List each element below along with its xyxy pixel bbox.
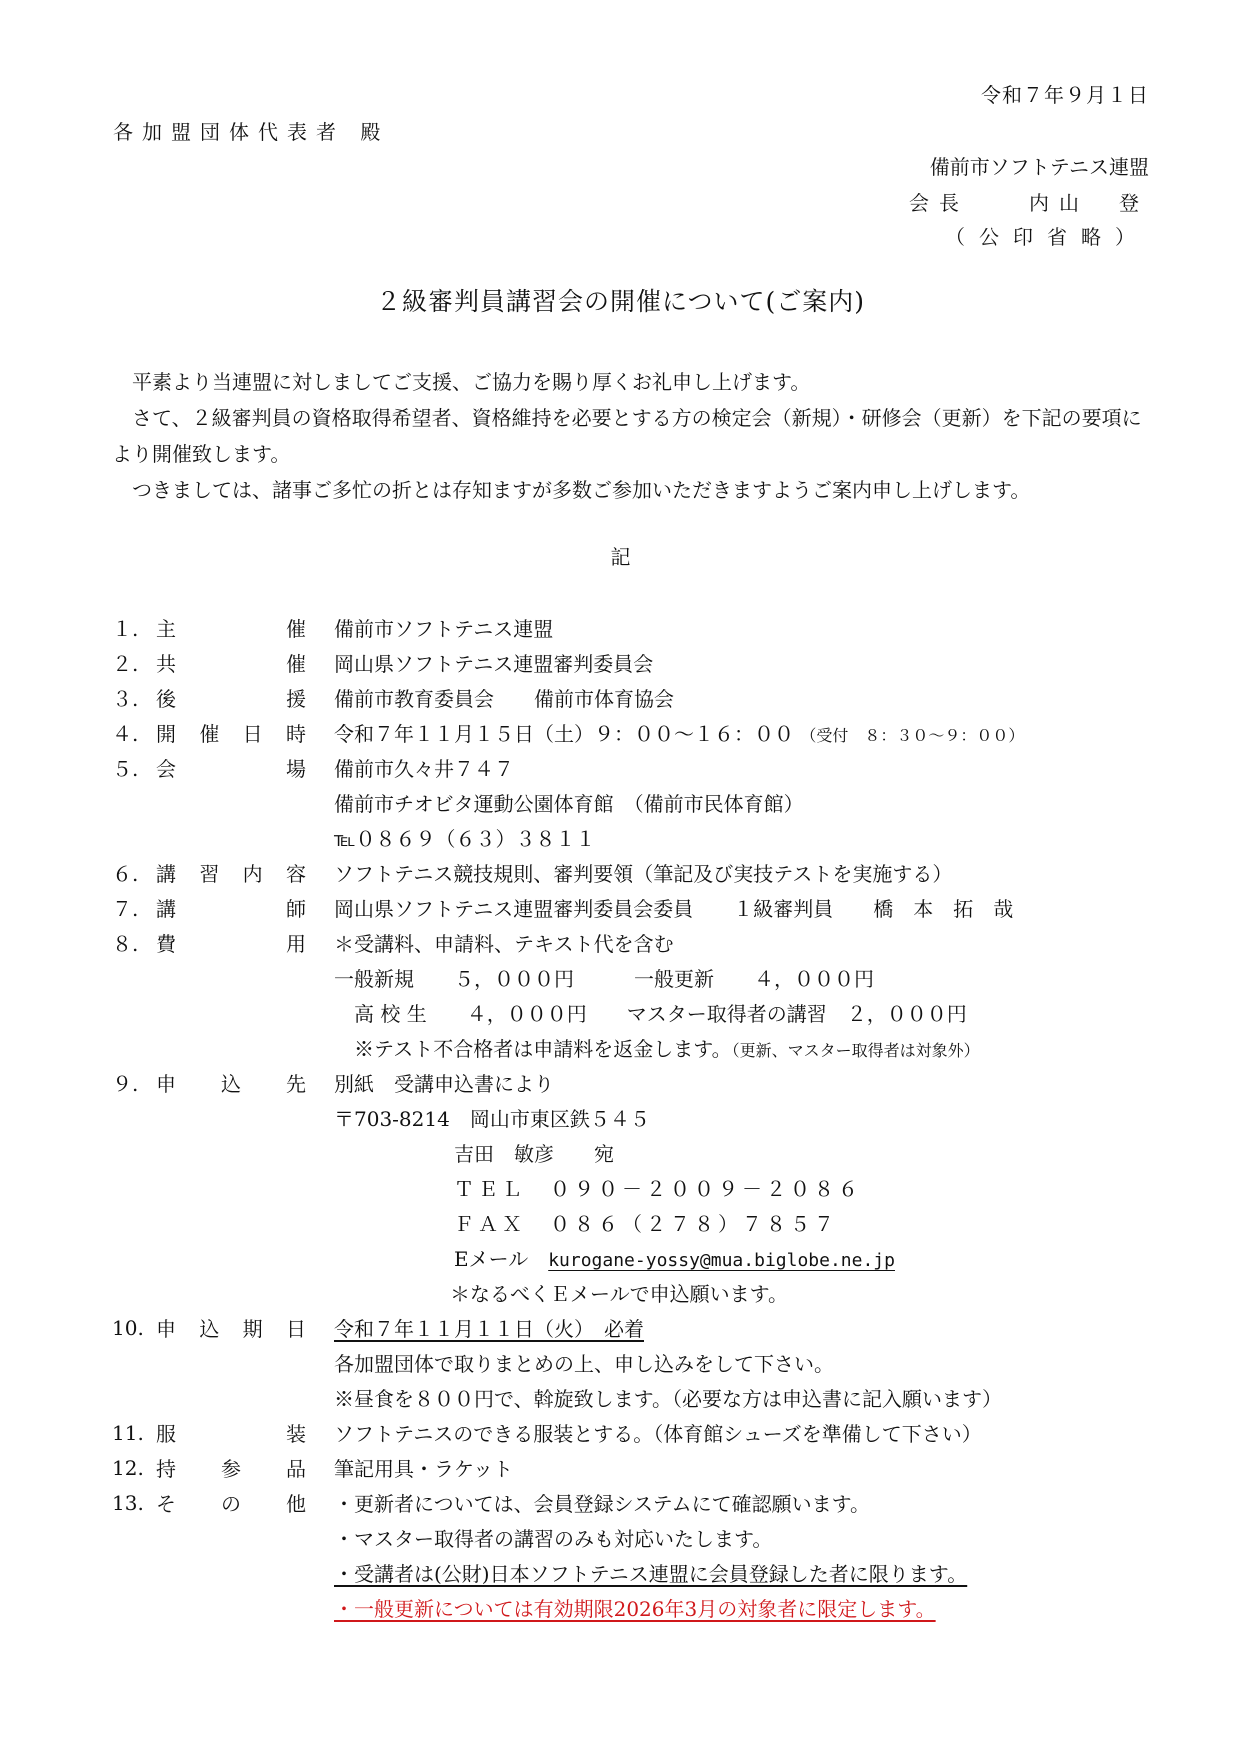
item-number: 13.: [112, 1490, 144, 1515]
paragraph-purpose: さて、２級審判員の資格取得希望者、資格維持を必要とする方の検定会（新規）・研修会（更新）を下記の要項により開催致します。: [112, 406, 1142, 466]
reception-time: （受付 ８：３０～９：００）: [800, 726, 1025, 745]
sender-name: 内山 登: [1029, 191, 1149, 215]
refund-note: ※テスト不合格者は申請料を返金します。: [354, 1037, 732, 1061]
item-label: そ の 他: [156, 1492, 306, 1516]
item-application-to: [112, 1065, 1152, 1100]
item-number: ５.: [112, 757, 139, 781]
item-number: 11.: [112, 1420, 144, 1445]
event-datetime: 令和７年１１月１５日（土）９：００～１６：００: [334, 722, 794, 746]
item-label: 申 込 先: [156, 1072, 306, 1096]
application-fax: ＦＡＸ ０８６（２７８）７８５７: [454, 1212, 838, 1236]
issue-date: 令和７年９月１日: [981, 83, 1149, 107]
application-address: 〒703-8214 岡山市東区鉄５４５: [334, 1107, 650, 1131]
item-label: 持 参 品: [156, 1457, 306, 1481]
item-number: ３.: [112, 687, 139, 711]
item-value: 筆記用具・ラケット: [334, 1457, 513, 1481]
item-label: 会 場: [156, 757, 306, 781]
recipient: 各加盟団体代表者 殿: [113, 120, 390, 144]
refund-exclusion: （更新、マスター取得者は対象外）: [731, 1041, 980, 1060]
application-contact-name: 吉田 敏彦 宛: [454, 1142, 614, 1166]
item-label: 申 込 期 日: [156, 1317, 306, 1341]
item-label: 講 師: [156, 897, 306, 921]
item-number: １.: [112, 617, 139, 641]
item-content: [112, 855, 1152, 890]
venue-name: 備前市チオビタ運動公園体育館 （備前市民体育館）: [334, 792, 804, 816]
item-fees: [112, 925, 1152, 960]
item-number: ７.: [112, 897, 139, 921]
ki-heading: 記: [610, 545, 631, 569]
fee-student: 高 校 生 ４，０００円 マスター取得者の講習 ２，０００円: [354, 1002, 967, 1026]
venue-phone: ℡０８６９（６３）３８１１: [334, 827, 596, 851]
item-value: 備前市教育委員会 備前市体育協会: [334, 687, 674, 711]
deadline-date: 令和７年１１月１１日（火） 必着: [334, 1317, 644, 1341]
application-tel: ＴＥＬ ０９０－２００９－２０８６: [454, 1177, 862, 1201]
fee-includes: ＊受講料、申請料、テキスト代を含む: [334, 932, 674, 956]
item-co-organizer: [112, 645, 1152, 680]
item-value: ソフトテニスのできる服装とする。（体育館シューズを準備して下さい）: [334, 1422, 982, 1446]
item-value: 岡山県ソフトテニス連盟審判委員会: [334, 652, 654, 676]
item-label: 服 装: [156, 1422, 306, 1446]
other-note-renewal: ・更新者については、会員登録システムにて確認願います。: [334, 1492, 870, 1516]
item-deadline: [112, 1310, 1152, 1345]
seal-omitted: （公印省略）: [945, 225, 1149, 249]
other-note-renewal-limit: ・一般更新については有効期限2026年3月の対象者に限定します。: [334, 1597, 936, 1621]
item-value: [334, 718, 1152, 747]
item-other: [112, 1485, 1152, 1520]
sender-position: 会長: [909, 191, 969, 215]
other-note-membership: ・受講者は(公財)日本ソフトテニス連盟に会員登録した者に限ります。: [334, 1562, 968, 1586]
application-email-line: [334, 1243, 1152, 1272]
lunch-note: ※昼食を８００円で、斡旋致します。（必要な方は申込書に記入願います）: [334, 1387, 1002, 1411]
item-value: 備前市ソフトテニス連盟: [334, 617, 554, 641]
paragraph-invitation: つきましては、諸事ご多忙の折とは存知ますが多数ご参加いただきますようご案内申し上げします。: [132, 478, 1031, 502]
item-number: ６.: [112, 862, 139, 886]
item-number: 12.: [112, 1455, 144, 1480]
fee-general: 一般新規 ５，０００円 一般更新 ４，０００円: [334, 967, 874, 991]
item-label: 主 催: [156, 617, 306, 641]
item-number: ４.: [112, 722, 139, 746]
document-title: ２級審判員講習会の開催について(ご案内): [375, 287, 865, 316]
paragraph-greeting: 平素より当連盟に対しましてご支援、ご協力を賜り厚くお礼申し上げます。: [132, 370, 811, 394]
item-label: 講 習 内 容: [156, 862, 306, 886]
item-datetime: [112, 715, 1152, 750]
item-label: 開 催 日 時: [156, 722, 306, 746]
item-belongings: [112, 1450, 1152, 1485]
sender-org: 備前市ソフトテニス連盟: [929, 155, 1149, 179]
item-instructor: [112, 890, 1152, 925]
item-number: ２.: [112, 652, 139, 676]
email-note: ＊なるべくＥメールで申込願います。: [450, 1282, 788, 1306]
item-value: ソフトテニス競技規則、審判要領（筆記及び実技テストを実施する）: [334, 862, 953, 886]
item-number: ９.: [112, 1072, 139, 1096]
email-link[interactable]: kurogane-yossy@mua.biglobe.ne.jp: [548, 1250, 895, 1271]
item-value: 岡山県ソフトテニス連盟審判委員会委員 １級審判員 橋 本 拓 哉: [334, 897, 1014, 921]
fee-refund-note: [334, 1033, 1152, 1062]
venue-address: 備前市久々井７４７: [334, 757, 514, 781]
item-number: 10.: [112, 1315, 144, 1340]
application-form: 別紙 受講申込書により: [334, 1072, 554, 1096]
email-label: Eメール: [454, 1247, 529, 1271]
item-support: [112, 680, 1152, 715]
item-organizer: [112, 610, 1152, 645]
item-label: 費 用: [156, 932, 306, 956]
item-label: 後 援: [156, 687, 306, 711]
deadline-instruction: 各加盟団体で取りまとめの上、申し込みをして下さい。: [334, 1352, 834, 1376]
item-attire: [112, 1415, 1152, 1450]
sender-representative: [909, 188, 1149, 218]
item-list: [112, 610, 1152, 1625]
item-venue: [112, 750, 1152, 785]
other-note-master: ・マスター取得者の講習のみも対応いたします。: [334, 1527, 773, 1551]
item-label: 共 催: [156, 652, 306, 676]
item-number: ８.: [112, 932, 139, 956]
